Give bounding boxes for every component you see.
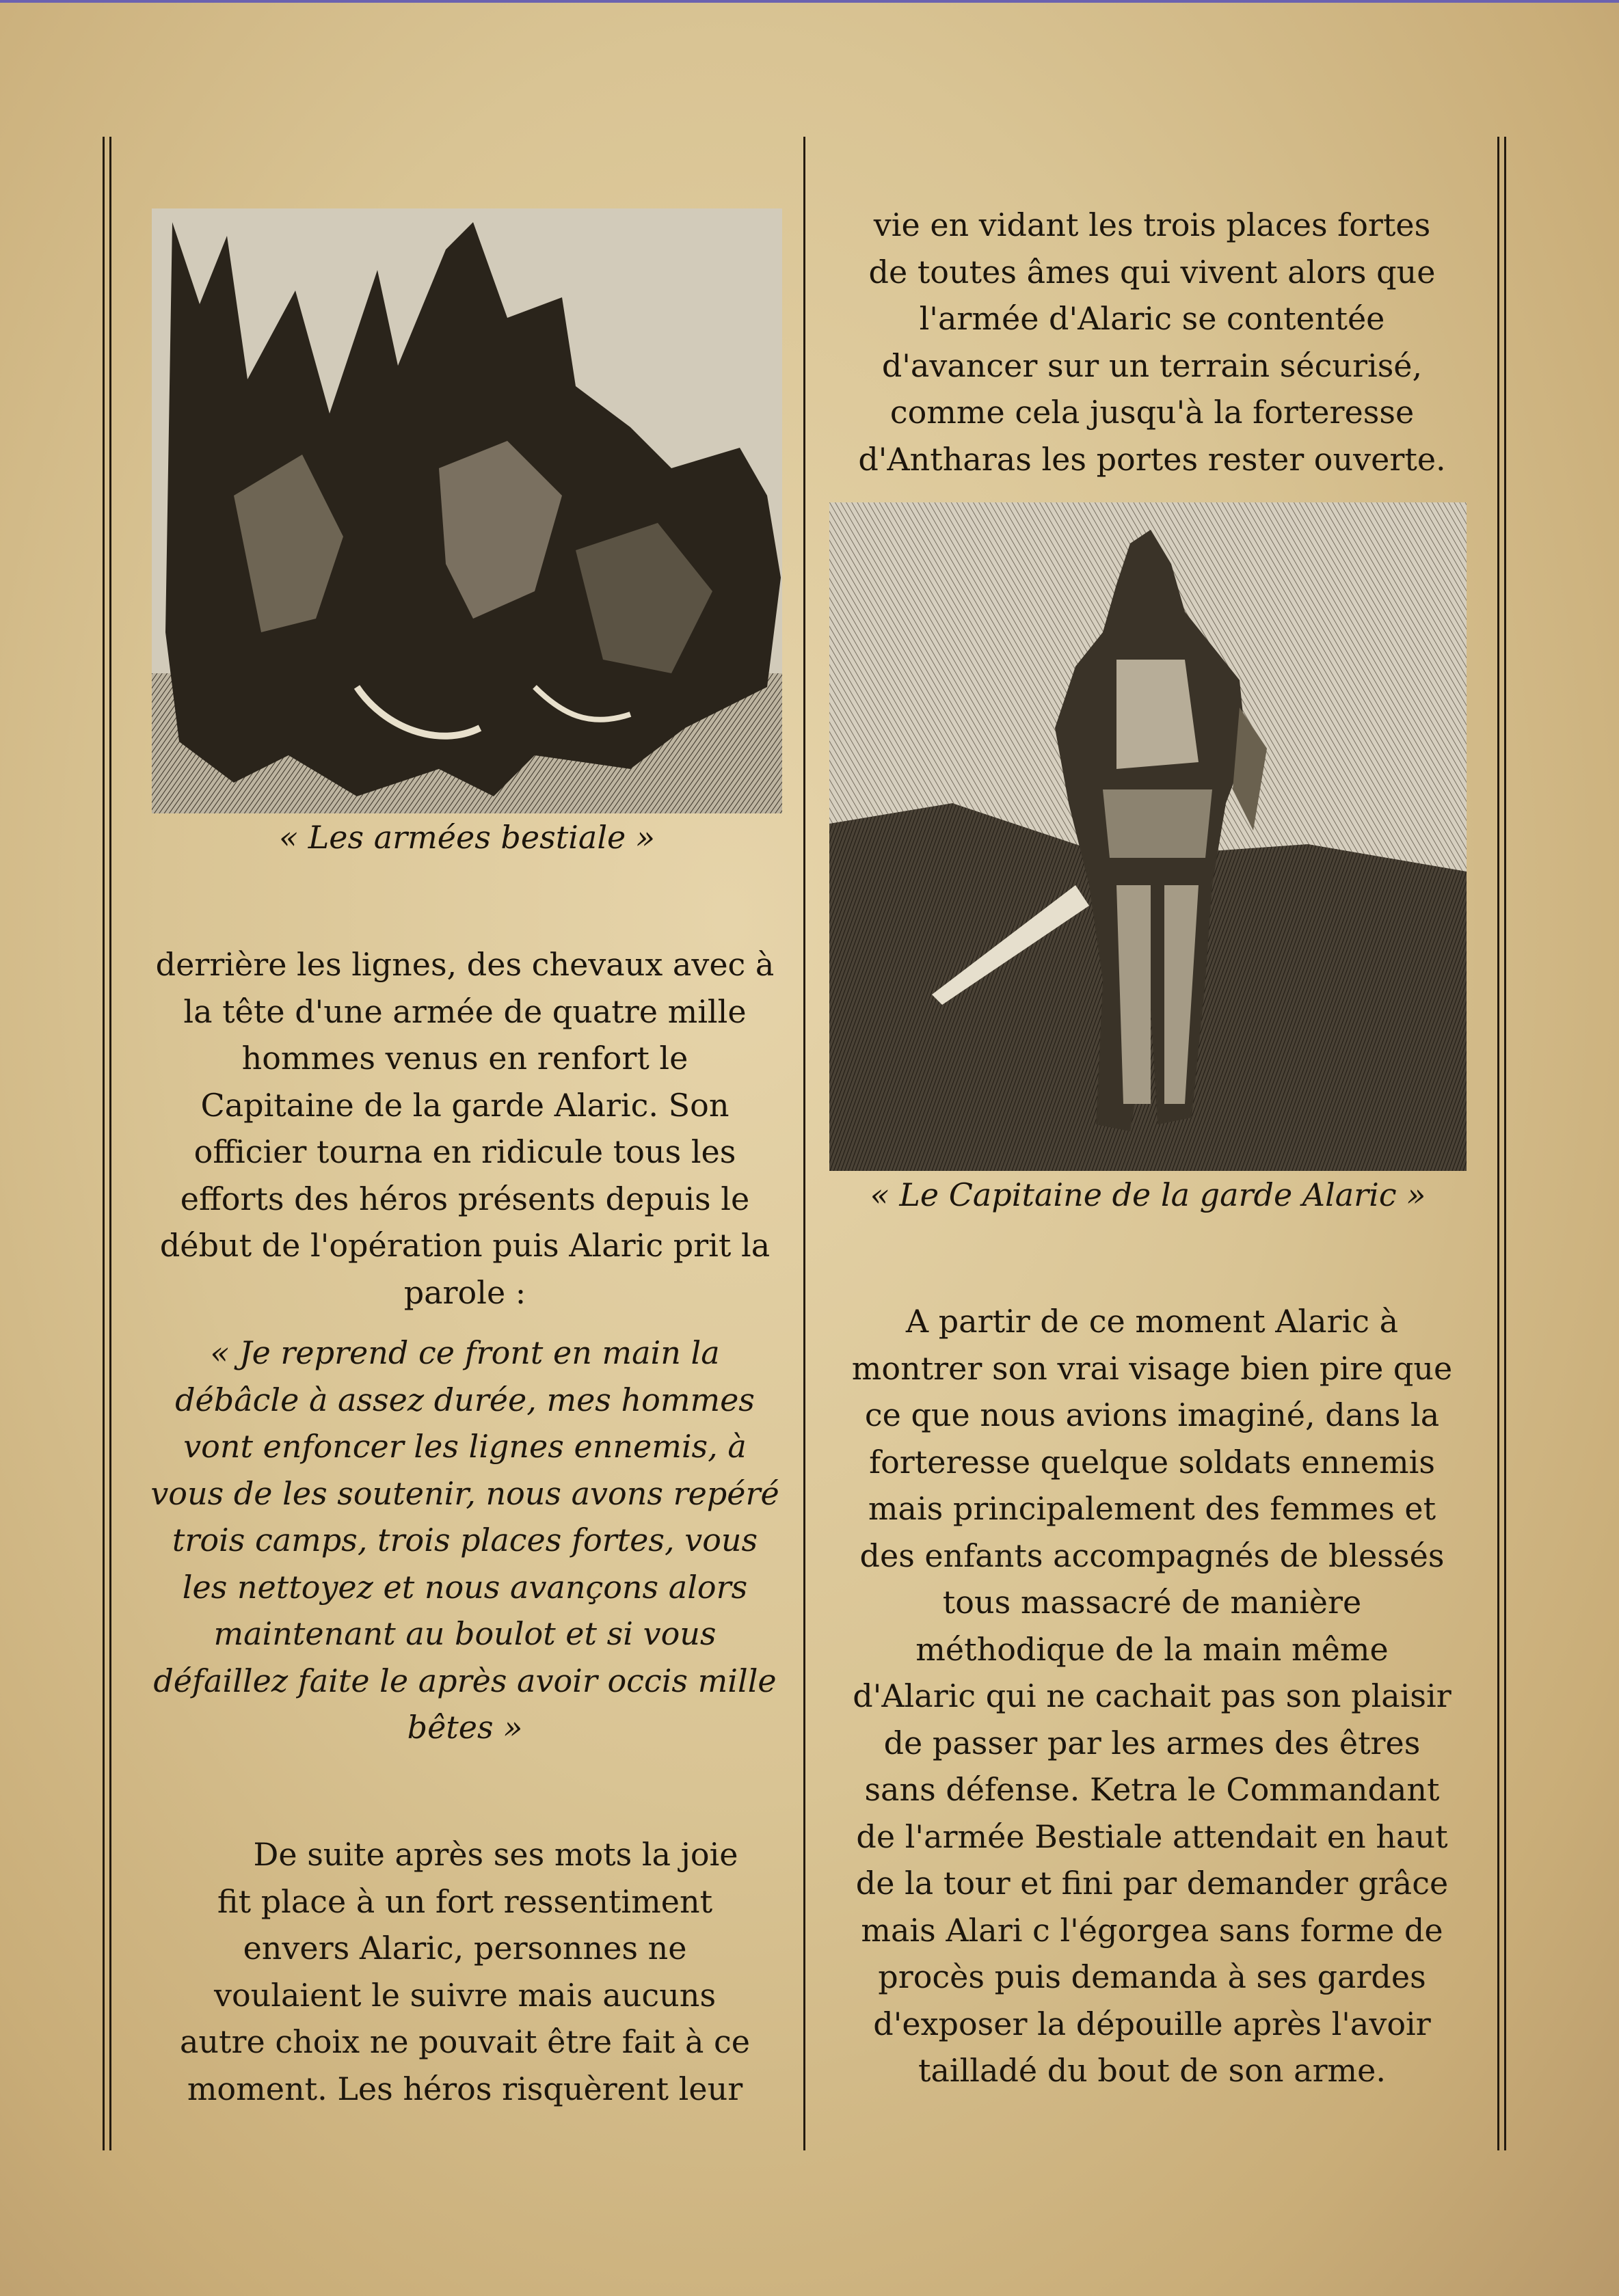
text-line: autre choix ne pouvait être fait à ce bbox=[179, 2023, 751, 2060]
alaric-quote bbox=[140, 1329, 790, 1751]
text-line: parole : bbox=[403, 1273, 526, 1311]
page-border-left-inner bbox=[109, 137, 111, 2150]
left-paragraph-2 bbox=[140, 1831, 790, 2112]
text-line: ce que nous avions imaginé, dans la bbox=[864, 1396, 1440, 1433]
quote-line: vous de les soutenir, nous avons repéré bbox=[150, 1474, 779, 1512]
text-line: d'exposer la dépouille après l'avoir bbox=[873, 2005, 1431, 2042]
quote-line: bêtes » bbox=[407, 1709, 523, 1746]
text-line: sans défense. Ketra le Commandant bbox=[864, 1771, 1440, 1808]
right-paragraph-1 bbox=[824, 202, 1480, 483]
text-line: voulaient le suivre mais aucuns bbox=[213, 1976, 717, 2014]
text-line: d'Antharas les portes rester ouverte. bbox=[858, 440, 1446, 478]
text-line: mais principalement des femmes et bbox=[868, 1490, 1436, 1527]
quote-line: les nettoyez et nous avançons alors bbox=[182, 1568, 748, 1606]
text-line: moment. Les héros risquèrent leur bbox=[187, 2070, 743, 2107]
text-line: Capitaine de la garde Alaric. Son bbox=[200, 1086, 730, 1124]
text-line: A partir de ce moment Alaric à bbox=[905, 1303, 1399, 1340]
left-image-caption: « Les armées bestiale » bbox=[278, 819, 656, 856]
text-line: de l'armée Bestiale attendait en haut bbox=[856, 1818, 1448, 1855]
quote-line: « Je reprend ce front en main la bbox=[210, 1334, 720, 1371]
text-line: procès puis demanda à ses gardes bbox=[878, 1958, 1426, 1995]
text-line: efforts des héros présents depuis le bbox=[180, 1180, 750, 1217]
quote-line: trois camps, trois places fortes, vous bbox=[172, 1522, 758, 1558]
quote-line: vont enfoncer les lignes ennemis, à bbox=[183, 1428, 747, 1465]
left-paragraph-1 bbox=[140, 941, 790, 1316]
page-border-right-outer bbox=[1504, 137, 1506, 2150]
text-line: l'armée d'Alaric se contentée bbox=[919, 300, 1385, 337]
text-line: tous massacré de manière bbox=[942, 1584, 1362, 1621]
text-line: envers Alaric, personnes ne bbox=[243, 1930, 687, 1967]
text-line: méthodique de la main même bbox=[915, 1630, 1389, 1668]
text-line: la tête d'une armée de quatre mille bbox=[183, 992, 747, 1030]
text-line: De suite après ses mots la joie bbox=[253, 1836, 738, 1873]
text-line: mais Alari c l'égorgea sans forme de bbox=[861, 1911, 1443, 1949]
text-line: hommes venus en renfort le bbox=[241, 1040, 688, 1077]
text-line: vie en vidant les trois places fortes bbox=[873, 206, 1431, 243]
top-border bbox=[0, 0, 1619, 3]
text-line: d'avancer sur un terrain sécurisé, bbox=[881, 347, 1423, 384]
text-line: des enfants accompagnés de blessés bbox=[859, 1537, 1445, 1574]
text-line: officier tourna en ridicule tous les bbox=[193, 1133, 736, 1170]
text-line: de la tour et fini par demander grâce bbox=[855, 1865, 1449, 1902]
page-border-right-inner bbox=[1497, 137, 1499, 2150]
page-border-left-outer bbox=[103, 137, 105, 2150]
quote-line: maintenant au boulot et si vous bbox=[213, 1615, 717, 1652]
captain-alaric-illustration bbox=[829, 502, 1467, 1171]
text-line: forteresse quelque soldats ennemis bbox=[869, 1443, 1435, 1481]
quote-line: défaillez faite le après avoir occis mille bbox=[153, 1662, 777, 1699]
text-line: comme cela jusqu'à la forteresse bbox=[889, 394, 1415, 431]
quote-line: débâcle à assez durée, mes hommes bbox=[175, 1381, 755, 1418]
text-line: tailladé du bout de son arme. bbox=[918, 2052, 1387, 2089]
text-line: de toutes âmes qui vivent alors que bbox=[868, 253, 1436, 291]
column-divider bbox=[803, 137, 805, 2150]
text-line: fit place à un fort ressentiment bbox=[217, 1882, 713, 1920]
text-line: de passer par les armes des êtres bbox=[883, 1724, 1421, 1761]
right-image-caption: « Le Capitaine de la garde Alaric » bbox=[870, 1176, 1426, 1213]
text-line: montrer son vrai visage bien pire que bbox=[851, 1349, 1453, 1387]
bestial-army-illustration bbox=[152, 208, 782, 813]
text-line: d'Alaric qui ne cachait pas son plaisir bbox=[853, 1677, 1451, 1714]
right-paragraph-2 bbox=[824, 1298, 1480, 2094]
text-line: début de l'opération puis Alaric prit la bbox=[159, 1227, 771, 1264]
text-line: derrière les lignes, des chevaux avec à bbox=[155, 946, 775, 983]
